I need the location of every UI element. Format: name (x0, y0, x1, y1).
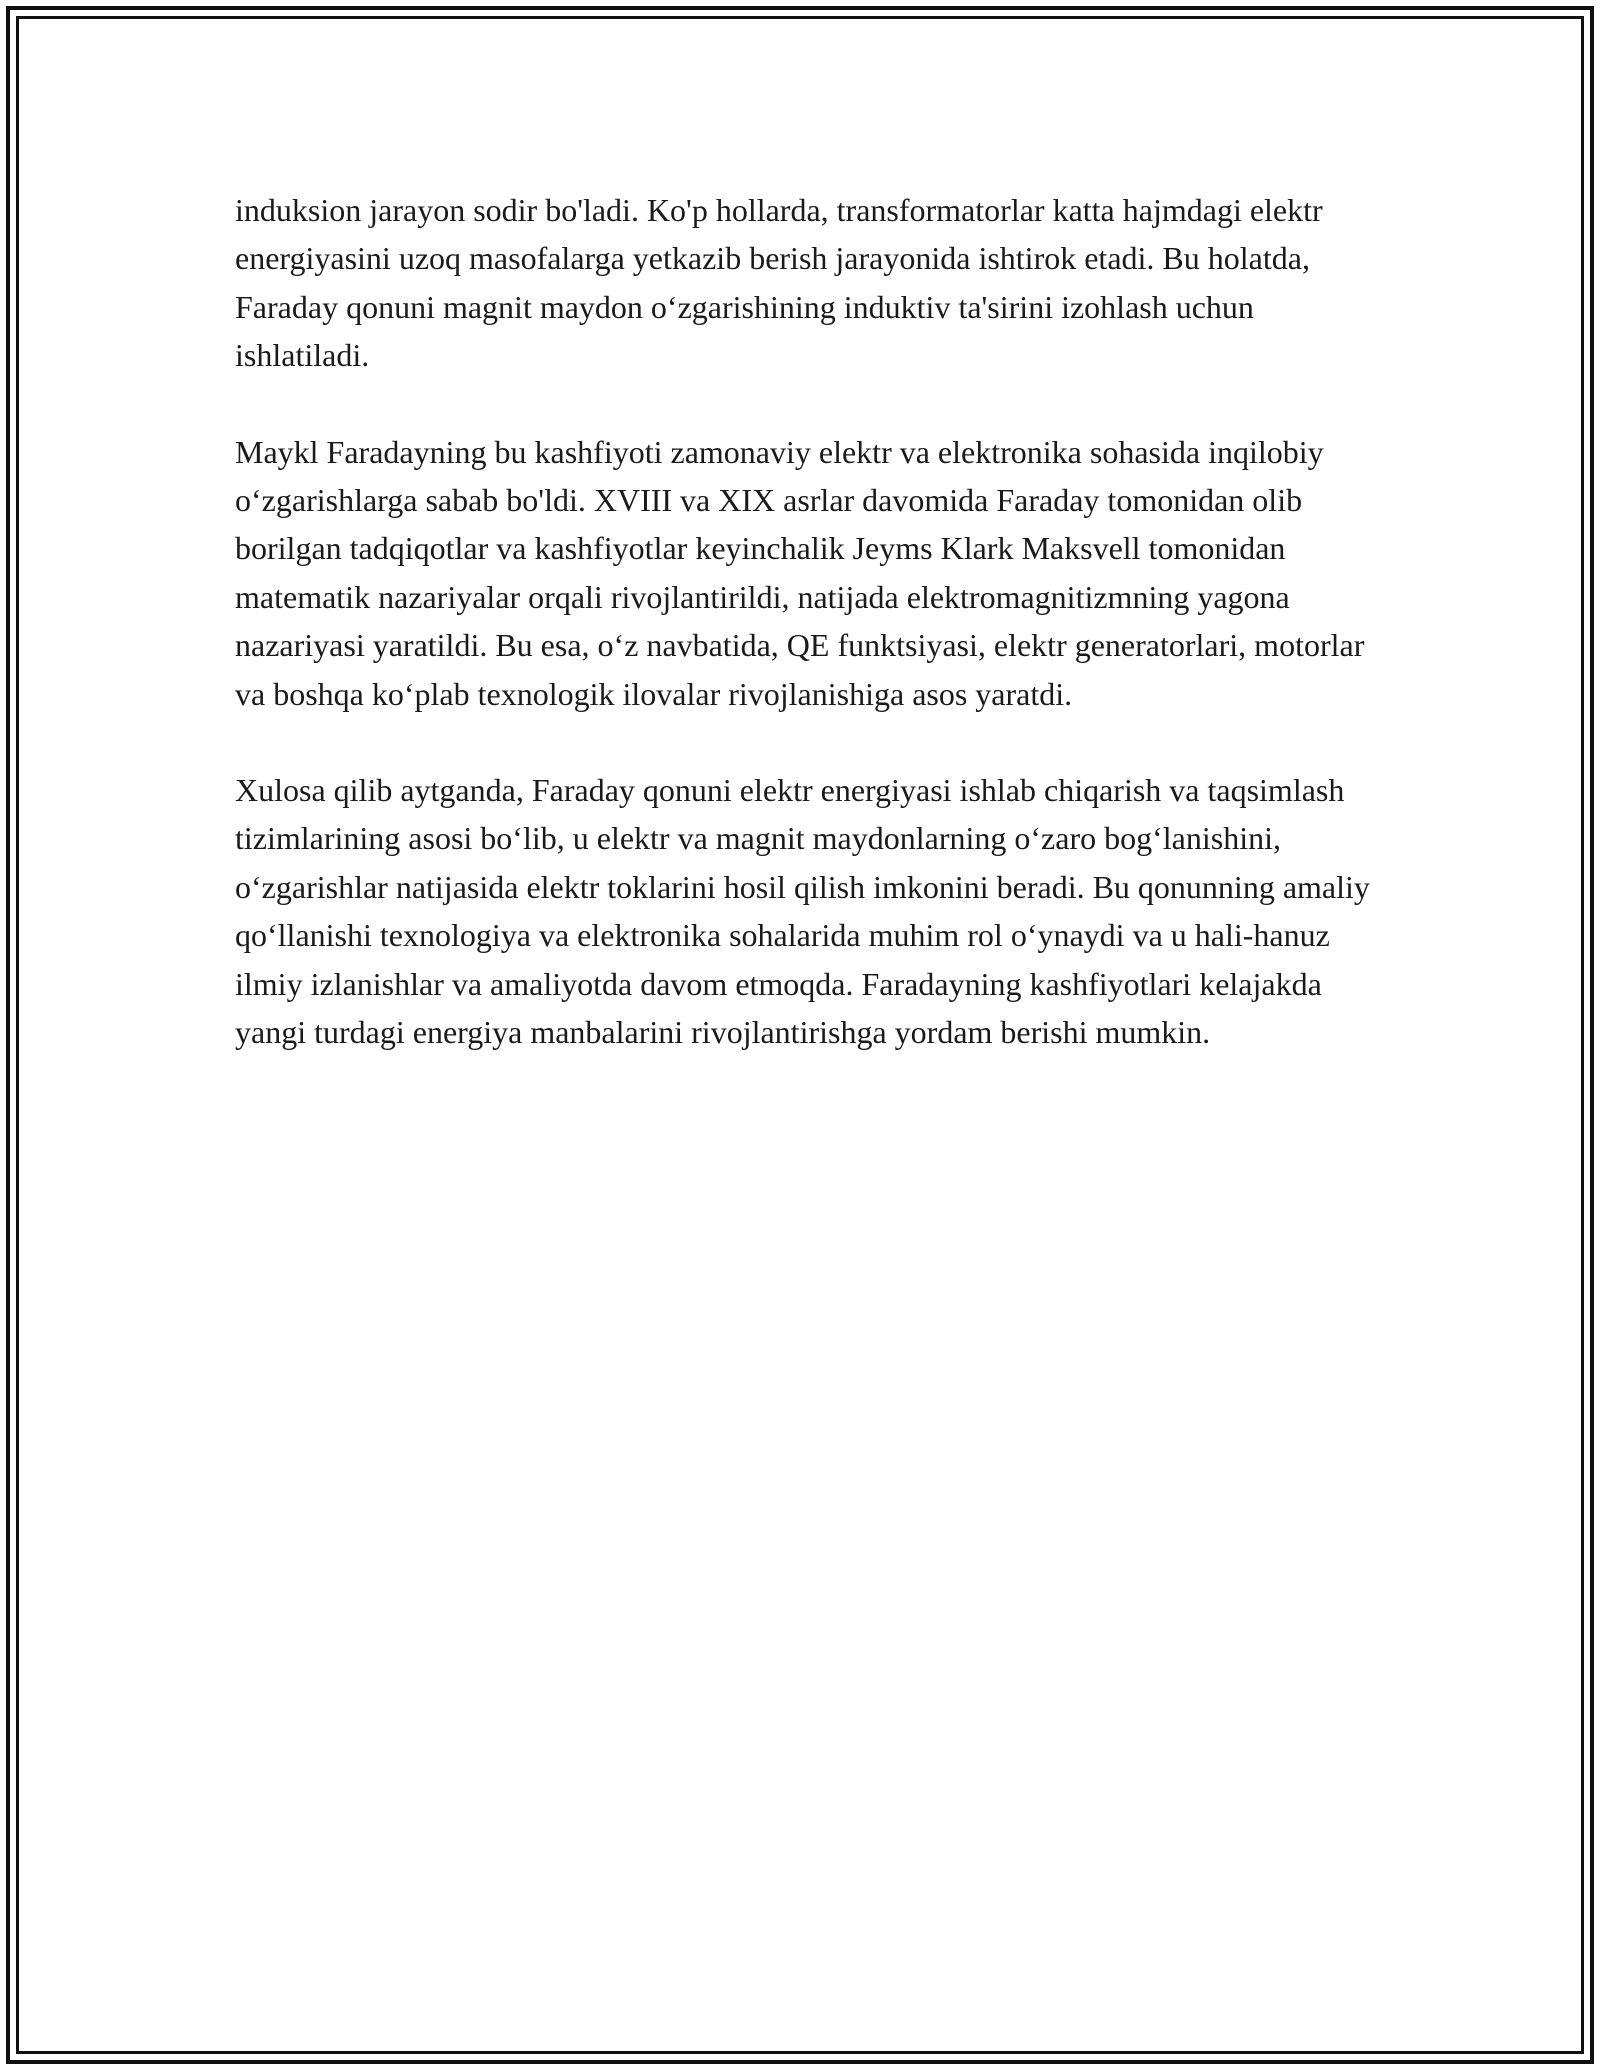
document-body (235, 186, 1370, 1105)
paragraph-conclusion: Xulosa qilib aytganda, Faraday qonuni elektr energiyasi ishlab chiqarish va taqsimlash tizimlarining asosi bo‘lib, u elektr va magnit maydonlarning o‘zaro bog‘lanishini, o‘zgarishlar natijasida elektr toklarini hosil qilish imkonini beradi. Bu qonunning amaliy qo‘llanishi texnologiya va elektronika sohalarida muhim rol o‘ynaydi va u hali-hanuz ilmiy izlanishlar va amaliyotda davom etmoqda. Faradayning kashfiyotlari kelajakda yangi turdagi energiya manbalarini rivojlantirishga yordam berishi mumkin. (235, 772, 1370, 1051)
paragraph-faraday-discovery: Maykl Faradayning bu kashfiyoti zamonaviy elektr va elektronika sohasida inqilobiy o‘zgarishlarga sabab bo'ldi. XVIII va XIX asrlar davomida Faraday tomonidan olib borilgan tadqiqotlar va kashfiyotlar keyinchalik Jeyms Klark Maksvell tomonidan matematik nazariyalar orqali rivojlantirildi, natijada elektromagnitizmning yagona nazariyasi yaratildi. Bu esa, o‘z navbatida, QE funktsiyasi, elektr generatorlari, motorlar va boshqa ko‘plab texnologik ilovalar rivojlanishiga asos yaratdi. (235, 433, 1365, 712)
paragraph-transformer-induction: induksion jarayon sodir bo'ladi. Ko'p hollarda, transformatorlar katta hajmdagi elektr energiyasini uzoq masofalarga yetkazib berish jarayonida ishtirok etadi. Bu holatda, Faraday qonuni magnit maydon o‘zgarishining induktiv ta'sirini izohlash uchun ishlatiladi. (235, 192, 1323, 374)
